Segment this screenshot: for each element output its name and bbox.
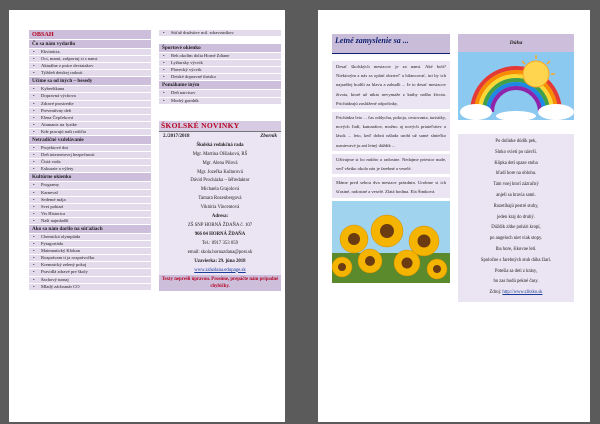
list-item: • Zdravé prostredie bbox=[29, 101, 151, 108]
poem-line: Po dolinke dúdík pek, bbox=[495, 139, 537, 144]
poem-line: hľadí hore na oblohu. bbox=[495, 171, 537, 177]
list-item: • Sedemé mája bbox=[29, 197, 151, 204]
list-item: • Súťaž družstiev mil. zdravotníkov bbox=[159, 30, 281, 37]
editorial-board-title: Školská redakčná rada bbox=[196, 142, 244, 148]
list-item: • Čistá voda bbox=[29, 159, 151, 166]
address: ZŠ SNP HORNÁ ŽDAŇA č. 107 bbox=[187, 223, 253, 228]
poem-line: Potešia sa deti z krásy, bbox=[494, 268, 538, 274]
source-label: Zdroj: bbox=[489, 290, 502, 296]
source-link[interactable]: http://www.zlitsko.sk bbox=[502, 290, 543, 296]
section-header: Učíme sa od iných – besedy bbox=[29, 77, 151, 86]
list-item: • Elena Čepčeková bbox=[29, 115, 151, 122]
list-item: • Aktuálne z práce deviatakov bbox=[29, 63, 151, 70]
list-item: • Pravidlá zdravé pre školy bbox=[29, 269, 151, 276]
poem bbox=[458, 134, 574, 302]
editor-name: Michaela Grajolová bbox=[200, 187, 240, 193]
list-item: • Programy bbox=[29, 182, 151, 189]
section-list bbox=[29, 145, 151, 173]
editorial-block bbox=[159, 142, 281, 276]
contents-column bbox=[29, 30, 151, 291]
paragraph-2: Prichádza leto ... čas oddychu, pokoja, cestovania, turistiky, nových ľudí, kamarátov, možno aj nových priateľstiev a lások ... leto, keď dobrá nálada urobí už samé slniečko usmievavé ju aní letný dáždik ... bbox=[332, 112, 450, 151]
poem-line: po angeloch niet viak stopy. bbox=[489, 236, 543, 242]
list-item: • Exkurzie a výlety bbox=[29, 166, 151, 173]
section-header: Pomáhame iným bbox=[159, 81, 281, 90]
poem-line: anjeli sa hravia sami. bbox=[496, 192, 536, 198]
rainbow-image bbox=[458, 52, 574, 120]
section-list bbox=[29, 234, 151, 291]
section-header: Netradičné vzdelávanie bbox=[29, 136, 151, 145]
list-item: • Beh okolím dolia Horné Zdiane bbox=[159, 53, 281, 60]
contents-column-2 bbox=[159, 30, 281, 291]
contents-title: OBSAH bbox=[29, 30, 151, 40]
list-item: • Naši najmladší bbox=[29, 218, 151, 225]
editor-name: Tamara Rozenbergová bbox=[198, 196, 242, 202]
sunflowers-image bbox=[332, 201, 450, 283]
section-list bbox=[29, 49, 151, 77]
poem-line: Slnko svieti po návrší. bbox=[495, 149, 537, 155]
list-item: • Lyžiarsky výcvik bbox=[159, 60, 281, 67]
left-page bbox=[9, 10, 285, 422]
list-item: • Mladý záchranár CO bbox=[29, 284, 151, 291]
section-list bbox=[29, 86, 151, 136]
list-item: • Chemická olympiáda bbox=[29, 234, 151, 241]
website-link[interactable]: www.zshzdana.edupage.sk bbox=[194, 267, 246, 273]
section-list bbox=[29, 182, 151, 225]
paragraph-1: Desať školských mesiacov je za nami. Aké boli? Niektorým z nás sa oplatí obzrieť' a bilancovať, ini by ich najradšej hodili za hlavu a zabudli ... Ie to desať mesiacov života, ktoré už nikto nevymaže z knihy našho života. Prichádzajú zaslúžené odpočinky. bbox=[332, 61, 450, 109]
summer-title: Letné zamyslenie sa ... bbox=[332, 34, 450, 54]
list-item: • Matematický Klokan bbox=[29, 248, 151, 255]
poem-line: jeden kraj do druhý. bbox=[497, 214, 535, 220]
editor-name: Mgr. Jozefka Kulturová bbox=[197, 169, 243, 175]
address-label: Adresa: bbox=[211, 214, 229, 220]
list-item: • Týždeň detskej radosti bbox=[29, 70, 151, 77]
list-item: • Preventívny deň bbox=[29, 108, 151, 115]
list-item: • Kyberšikana bbox=[29, 86, 151, 93]
list-item: • Detské dopravné ihrisko bbox=[159, 74, 281, 81]
editor-name: Mgr. Alena Pilová bbox=[202, 160, 238, 166]
poem-line: Kôpka detí spaze stoha bbox=[494, 160, 538, 166]
summer-column bbox=[332, 34, 450, 283]
section-header: Športové okienko bbox=[159, 44, 281, 53]
list-item: • Projektové dni bbox=[29, 145, 151, 152]
newsletter-title: ŠKOLSKÉ NOVINKY bbox=[159, 121, 281, 132]
right-page bbox=[318, 10, 590, 422]
list-item: • Vis Historica bbox=[29, 211, 151, 218]
paragraph-4: Máme pred sebou dva mesiace prázdnin. Urobme si ich šťastné, radostné a veselé. Zlatá hodina. Ela Šimková. bbox=[332, 177, 450, 197]
poem-line: Tam vnej ktorí zázračný bbox=[493, 182, 539, 188]
section-header: Ako sa nám darilo na súťažiach bbox=[29, 225, 151, 234]
poem-column bbox=[458, 34, 574, 302]
poem-line: Iba hore, šikovne letí. bbox=[495, 246, 537, 252]
section-header: Kultúrne okienko bbox=[29, 173, 151, 182]
section-header: Čo sa nám vydarilo bbox=[29, 40, 151, 49]
closure-date: Uzavierka: 29. júna 2018 bbox=[194, 258, 246, 264]
section-list bbox=[159, 90, 281, 104]
list-item: • Pytagoriáda bbox=[29, 241, 151, 248]
postcode: 966 04 HORNÁ ŽDAŇA bbox=[194, 231, 246, 237]
rainbow-title: Dúha bbox=[458, 34, 574, 52]
list-item: • Kde pracujú naši rodičia bbox=[29, 129, 151, 136]
periodical-name: Zborník bbox=[260, 133, 277, 139]
list-item: • Oci, mami, zašportuj si s nami. bbox=[29, 56, 151, 63]
poem-line: Dúždik zítke pohári kropí, bbox=[491, 225, 541, 231]
list-item: • Kremnický zelený pokoj bbox=[29, 262, 151, 269]
poem-line: bo zas budú pekné časy. bbox=[493, 279, 539, 285]
paragraph-3: Užívajme si ho múdro a radostne. Nedajme priestor nude, veď všetko okolo nás je farebné a veselé. bbox=[332, 154, 450, 174]
list-item: • Karneval bbox=[29, 190, 151, 197]
list-item: • Šachový turnaj bbox=[29, 277, 151, 284]
section-list bbox=[159, 53, 281, 81]
editor-name: Mgr. Martina Olšiaková, RŠ bbox=[192, 151, 248, 157]
list-item: • Ekvinácia, bbox=[29, 49, 151, 56]
list-item: • Dopravná výchova bbox=[29, 93, 151, 100]
phone: Tel.: 0917 353 059 bbox=[201, 240, 239, 246]
list-item: • Deň narcisov bbox=[159, 90, 281, 97]
list-item: • Atamanic na fyzike bbox=[29, 122, 151, 129]
list-item: • Rozprávam ti ja rozprávočku bbox=[29, 255, 151, 262]
editor-name: Dávid Procházka – šéfredaktor bbox=[190, 178, 250, 184]
list-item: • Deň internetovej bezpečnosti bbox=[29, 152, 151, 159]
issue-number: 2./2017/2018 bbox=[163, 133, 190, 139]
email[interactable]: email: skola.hornazdana@post.sk bbox=[187, 249, 253, 255]
list-item: • Svet pohiarí bbox=[29, 204, 151, 211]
editor-name: Viktória Vincentová bbox=[200, 205, 240, 211]
list-item: • Modrý gombík bbox=[159, 98, 281, 105]
poem-line: Rozetíhajú pestré stuhy, bbox=[493, 203, 539, 209]
list-item: • Plavecký výcvik bbox=[159, 67, 281, 74]
footer-note: Texty neprešli úpravou. Prosíme, prepáčte nám prípadné chybičky. bbox=[159, 275, 281, 291]
poem-line: Spoločne s farebných stuh dúha žiarí. bbox=[480, 257, 552, 263]
